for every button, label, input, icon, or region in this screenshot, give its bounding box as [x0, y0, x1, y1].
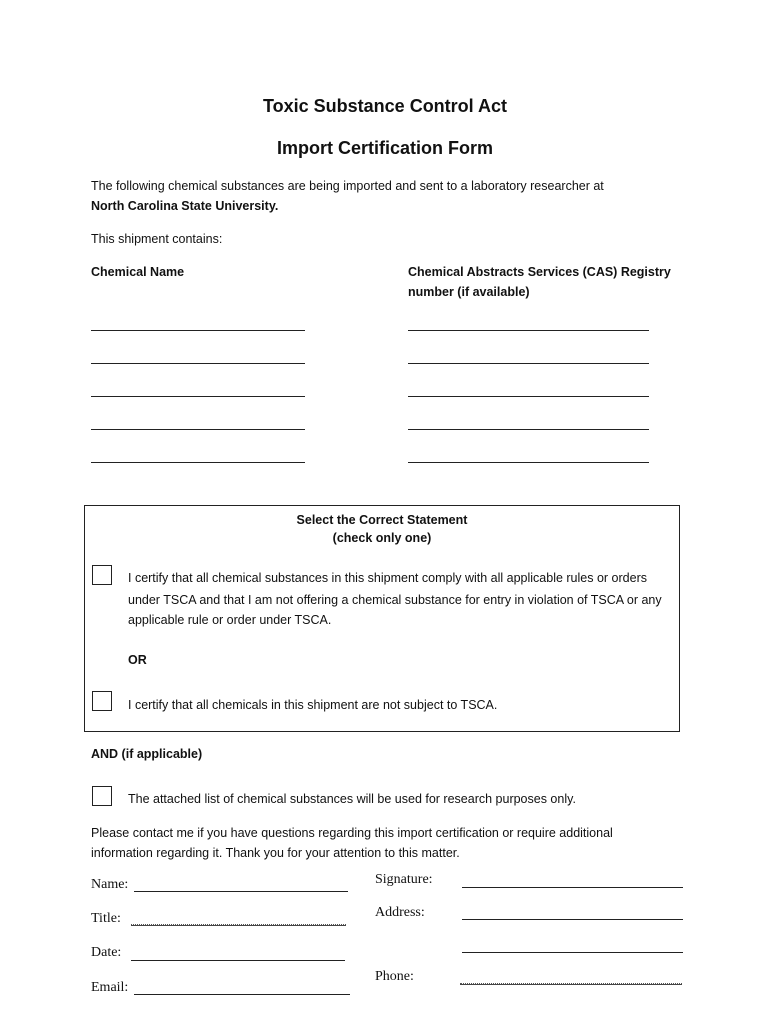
- signature-label: Signature:: [375, 872, 433, 887]
- and-if-applicable-label: AND (if applicable): [91, 747, 203, 761]
- contact-line-2: information regarding it. Thank you for your attention to this matter.: [91, 846, 460, 860]
- form-subtitle: Import Certification Form: [276, 138, 493, 158]
- cas-number-field-3[interactable]: [408, 396, 649, 397]
- form-title: Toxic Substance Control Act: [262, 96, 508, 116]
- signature-field[interactable]: [462, 887, 683, 888]
- not-subject-tsca-text: I certify that all chemicals in this shipment are not subject to TSCA.: [128, 698, 498, 712]
- address-field-2[interactable]: [462, 952, 683, 953]
- contact-line-1: Please contact me if you have questions regarding this import certification or require additional: [91, 826, 613, 840]
- shipment-contains-label: This shipment contains:: [91, 232, 223, 246]
- chemical-name-field-2[interactable]: [91, 363, 305, 364]
- statement-heading: Select the Correct Statement: [296, 513, 468, 527]
- name-label: Name:: [91, 877, 129, 892]
- statement-subheading: (check only one): [332, 531, 432, 545]
- comply-tsca-text-3: applicable rule or order under TSCA.: [128, 613, 332, 627]
- comply-tsca-text-2: under TSCA and that I am not offering a chemical substance for entry in violation of TSCA or any: [128, 593, 662, 607]
- comply-tsca-text-1: I certify that all chemical substances in this shipment comply with all applicable rules or orders: [128, 571, 647, 585]
- comply-tsca-checkbox[interactable]: [92, 565, 112, 585]
- chemical-name-header: Chemical Name: [91, 265, 185, 279]
- date-field[interactable]: [131, 960, 345, 961]
- date-label: Date:: [91, 945, 122, 960]
- email-label: Email:: [91, 980, 129, 995]
- research-purposes-text: The attached list of chemical substances will be used for research purposes only.: [128, 792, 576, 806]
- address-label: Address:: [375, 905, 425, 920]
- phone-label: Phone:: [375, 969, 414, 984]
- address-field-1[interactable]: [462, 919, 683, 920]
- cas-header-line-2: number (if available): [408, 285, 530, 299]
- title-field[interactable]: [131, 924, 346, 926]
- chemical-name-field-3[interactable]: [91, 396, 305, 397]
- cas-number-field-5[interactable]: [408, 462, 649, 463]
- title-label: Title:: [91, 911, 121, 926]
- intro-university: North Carolina State University.: [91, 199, 279, 213]
- cas-header-line-1: Chemical Abstracts Services (CAS) Registry: [408, 265, 671, 279]
- or-label: OR: [128, 653, 147, 667]
- cas-number-field-4[interactable]: [408, 429, 649, 430]
- not-subject-tsca-checkbox[interactable]: [92, 691, 112, 711]
- research-purposes-checkbox[interactable]: [92, 786, 112, 806]
- chemical-name-field-1[interactable]: [91, 330, 305, 331]
- cas-number-field-2[interactable]: [408, 363, 649, 364]
- name-field[interactable]: [134, 891, 348, 892]
- cas-number-field-1[interactable]: [408, 330, 649, 331]
- email-field[interactable]: [134, 994, 350, 995]
- phone-field[interactable]: [460, 983, 682, 985]
- chemical-name-field-5[interactable]: [91, 462, 305, 463]
- intro-line-1: The following chemical substances are being imported and sent to a laboratory researcher at: [91, 179, 604, 193]
- chemical-name-field-4[interactable]: [91, 429, 305, 430]
